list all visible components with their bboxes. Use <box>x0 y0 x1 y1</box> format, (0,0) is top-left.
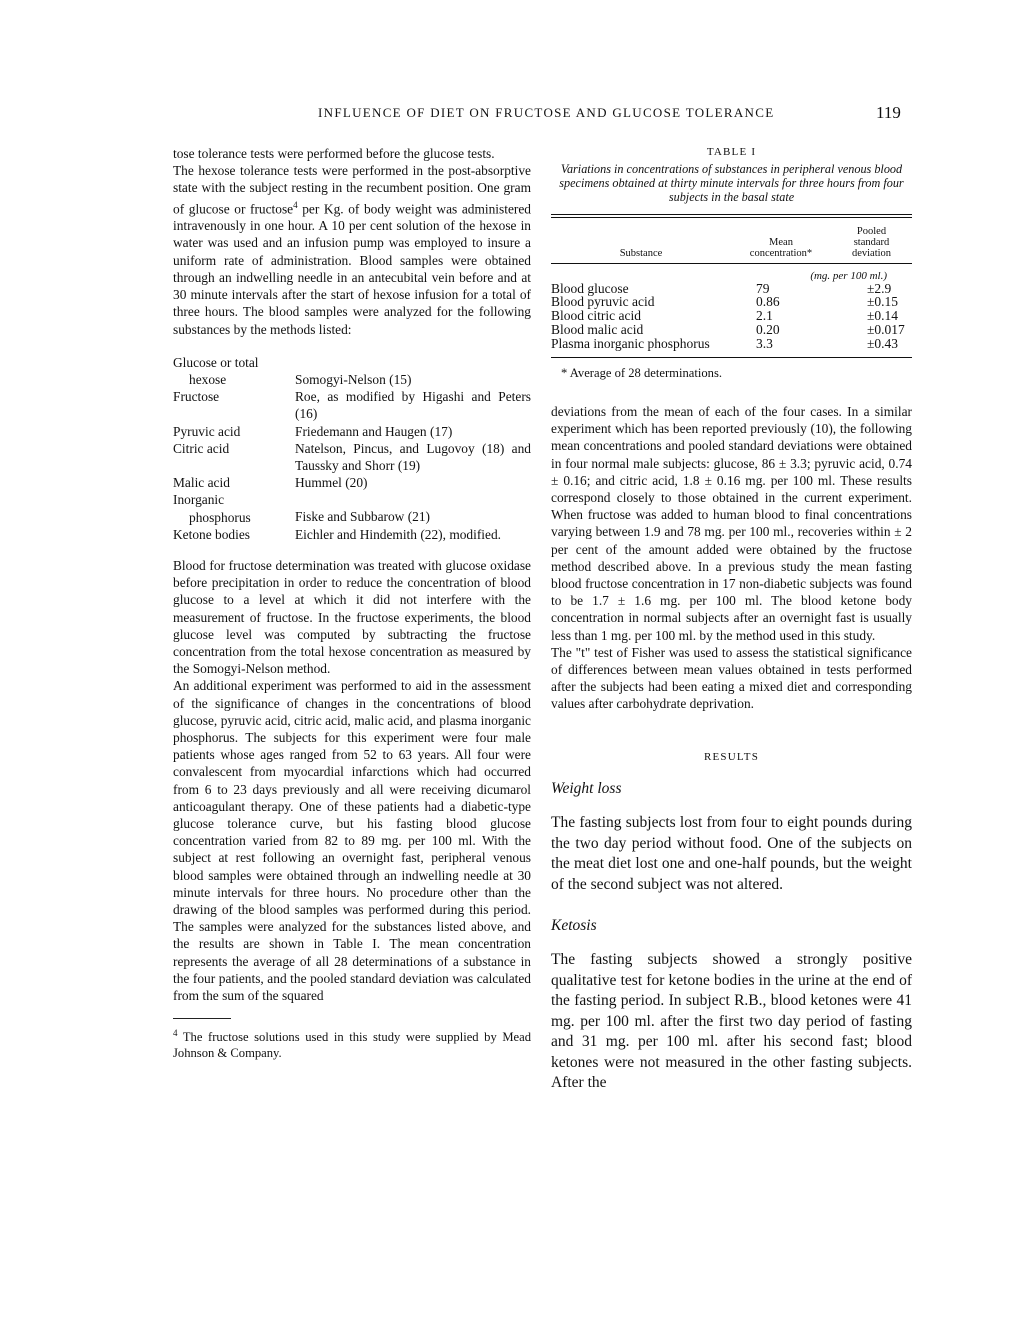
footnote-divider <box>173 1018 231 1019</box>
page-number: 119 <box>876 103 901 122</box>
table-1 <box>551 146 912 381</box>
list-item <box>173 474 531 491</box>
method-reference: Eichler and Hindemith (22), modified. <box>295 526 502 542</box>
method-substance <box>173 354 293 388</box>
cell-mean: 0.20 <box>756 322 780 337</box>
column-header-substance: Substance <box>619 247 663 259</box>
method-substance: Citric acid <box>173 440 230 456</box>
method-reference <box>293 491 531 525</box>
method-substance: Ketone bodies <box>173 526 250 542</box>
cell-sd: ±0.15 <box>867 294 899 310</box>
cell-substance: Blood glucose <box>551 280 629 296</box>
table-units: (mg. per 100 ml.) <box>810 269 887 282</box>
left-column <box>173 145 531 1061</box>
cell-mean: 3.3 <box>756 335 773 351</box>
table-row <box>551 282 912 296</box>
cell-sd: ±0.43 <box>867 335 899 351</box>
subheading-weight-loss: Weight loss <box>551 779 622 797</box>
list-item <box>173 526 531 543</box>
method-substance-line: hexose <box>189 371 227 387</box>
column-header-line: Mean <box>769 236 793 248</box>
paragraph: The fasting subjects lost from four to eight pounds during the two day period without food. One of the subjects on the meat diet lost one and one-half pounds, but the weight of the second subject was not altered. <box>551 814 912 893</box>
table-row <box>551 337 912 351</box>
methods-list <box>173 354 531 543</box>
cell-sd: ±0.017 <box>867 322 905 337</box>
method-reference: Natelson, Pincus, and Lugovoy (18) and Taussky and Shorr (19) <box>295 440 531 473</box>
column-header-sd <box>831 226 912 259</box>
table-label: TABLE I <box>706 146 757 158</box>
cell-sd: ±0.14 <box>867 308 899 324</box>
table-row <box>551 309 912 323</box>
paragraph-text: The hexose tolerance tests were performed in the post-absorptive state with the subject resting in the recumbent position. One gram of glucose or fructose <box>173 163 531 217</box>
list-item <box>173 423 531 440</box>
cell-mean: 2.1 <box>756 308 773 324</box>
running-title: INFLUENCE OF DIET ON FRUCTOSE AND GLUCOSE TOLERANCE <box>318 105 775 120</box>
paragraph: Blood for fructose determination was treated with glucose oxidase before precipitation in order to reduce the concentration of blood glucose to a level at which it did not interfere with the measurement of fructose. In the fructose experiments, the blood glucose level was computed by subtracting the fructose concentration from the total hexose concentration as measured by the Somogyi-Nelson method. <box>173 557 531 677</box>
cell-substance: Blood pyruvic acid <box>551 294 655 310</box>
paragraph-text: per Kg. of body weight was administered intravenously in one hour. A 10 per cent solution of the hexose in water was used and an infusion pump was employed to insure a uniform rate of administration. Blood samples were obtained through an indwelling needle in an antecubital vein before and at 30 minute intervals after the start of hexose infusion for a total of three hours. The blood samples were analyzed for the following substances by the methods listed: <box>173 201 531 337</box>
column-header-mean <box>731 237 831 259</box>
method-substance-line: phosphorus <box>189 509 251 525</box>
paragraph: The fasting subjects showed a strongly positive qualitative test for ketone bodies in the urine at the end of the fasting period. In subject R.B., blood ketones were 41 mg. per 100 ml. after the first two day period of fasting and 31 mg. per 100 ml. after his second fast; blood ketones were not measured in the other fasting subjects. After the <box>551 951 912 1092</box>
method-reference <box>293 354 531 388</box>
subheading-ketosis: Ketosis <box>551 917 597 935</box>
paragraph: deviations from the mean of each of the four cases. In a similar experiment which has been reported previously (10), the following mean concentrations and pooled standard deviations were obtained in four normal male subjects: glucose, 86 ± 3.3; pyruvic acid, 0.74 ± 0.16; and citric acid, 1.8 ± 0.16 mg. per 100 ml. These results correspond closely to those obtained in the current experiment. When fructose was added to human blood to final concentrations varying between 1.9 and 78 mg. per 100 ml., recoveries within ± 2 per cent of the amount added were obtained by the fructose method described above. In a previous study the mean fasting blood fructose concentration in 17 non-diabetic subjects was found to be 1.7 ± 1.6 mg. per 100 ml. The blood ketone body concentration in normal subjects after an overnight fast is usually less than 1 mg. per 100 ml. by the method used in this study. <box>551 404 912 643</box>
paragraph: The "t" test of Fisher was used to assess the statistical significance of differences between mean values obtained in tests performed after the subjects had been eating a mixed diet and corresponding values after carbohydrate deprivation. <box>551 644 912 712</box>
method-substance: Malic acid <box>173 475 230 491</box>
table-note: * Average of 28 determinations. <box>561 365 722 380</box>
table-row <box>551 323 912 337</box>
section-heading-results: RESULTS <box>703 750 760 763</box>
right-column <box>551 403 912 1094</box>
cell-substance: Blood citric acid <box>551 308 641 324</box>
method-reference-text: Somogyi-Nelson (15) <box>295 371 412 387</box>
cell-sd: ±2.9 <box>867 280 892 296</box>
paragraph: An additional experiment was performed to aid in the assessment of the significance of changes in the concentrations of blood glucose, pyruvic acid, citric acid, malic acid, and plasma inorganic phosphorus. The subjects for this experiment were four male patients whose ages ranged from 52 to 63 years. All four were convalescent from myocardial infarctions which had occurred from 6 to 23 days previously and all were receiving dicumarol anticoagulant therapy. One of these patients had a diabetic-type glucose tolerance curve, but his fasting blood glucose concentration varied from 82 to 89 mg. per 100 ml. With the subject at rest following an overnight fast, peripheral venous blood samples were obtained through an indwelling needle at 30 minute intervals for three hours. No procedure other than the drawing of the blood samples was performed during this period. The samples were analyzed for the substances listed above, and the results are shown in Table I. The mean concentration represents the average of all 28 determinations of a substance in the four patients, and the pooled standard deviation was calculated from the sum of the squared <box>173 678 531 1004</box>
method-reference: Roe, as modified by Higashi and Peters (16) <box>295 389 531 422</box>
list-item <box>173 388 531 422</box>
column-header-line: standard <box>853 236 890 248</box>
list-item <box>173 491 531 525</box>
method-substance: Fructose <box>173 389 220 405</box>
table-caption: Variations in concentrations of substances in peripheral venous blood specimens obtained at thirty minute intervals for three hours from four subjects in the basal state <box>559 162 904 205</box>
method-substance: Pyruvic acid <box>173 423 241 439</box>
cell-mean: 0.86 <box>756 294 780 310</box>
method-reference: Friedemann and Haugen (17) <box>295 423 453 439</box>
column-header-line: Pooled <box>856 225 887 237</box>
cell-substance: Plasma inorganic phosphorus <box>551 335 710 351</box>
footnote-reference: 4 <box>293 199 298 210</box>
method-reference: Hummel (20) <box>295 475 368 491</box>
footnote-mark: 4 <box>173 1028 178 1039</box>
method-reference-text: Fiske and Subbarow (21) <box>295 509 431 525</box>
method-substance-line: Glucose or total <box>173 354 259 370</box>
paragraph <box>173 162 531 338</box>
method-substance <box>173 491 293 525</box>
cell-substance: Blood malic acid <box>551 322 644 337</box>
table-header <box>551 218 912 263</box>
footnote <box>173 1025 531 1061</box>
paragraph: tose tolerance tests were performed before the glucose tests. <box>173 146 495 161</box>
table-row <box>551 295 912 309</box>
footnote-text: The fructose solutions used in this study were supplied by Mead Johnson & Company. <box>173 1030 531 1061</box>
column-header-line: deviation <box>851 247 892 259</box>
list-item <box>173 354 531 388</box>
cell-mean: 79 <box>756 280 770 296</box>
method-substance-line: Inorganic <box>173 492 225 508</box>
table-body <box>551 282 912 357</box>
list-item <box>173 440 531 474</box>
column-header-line: concentration* <box>749 247 813 259</box>
